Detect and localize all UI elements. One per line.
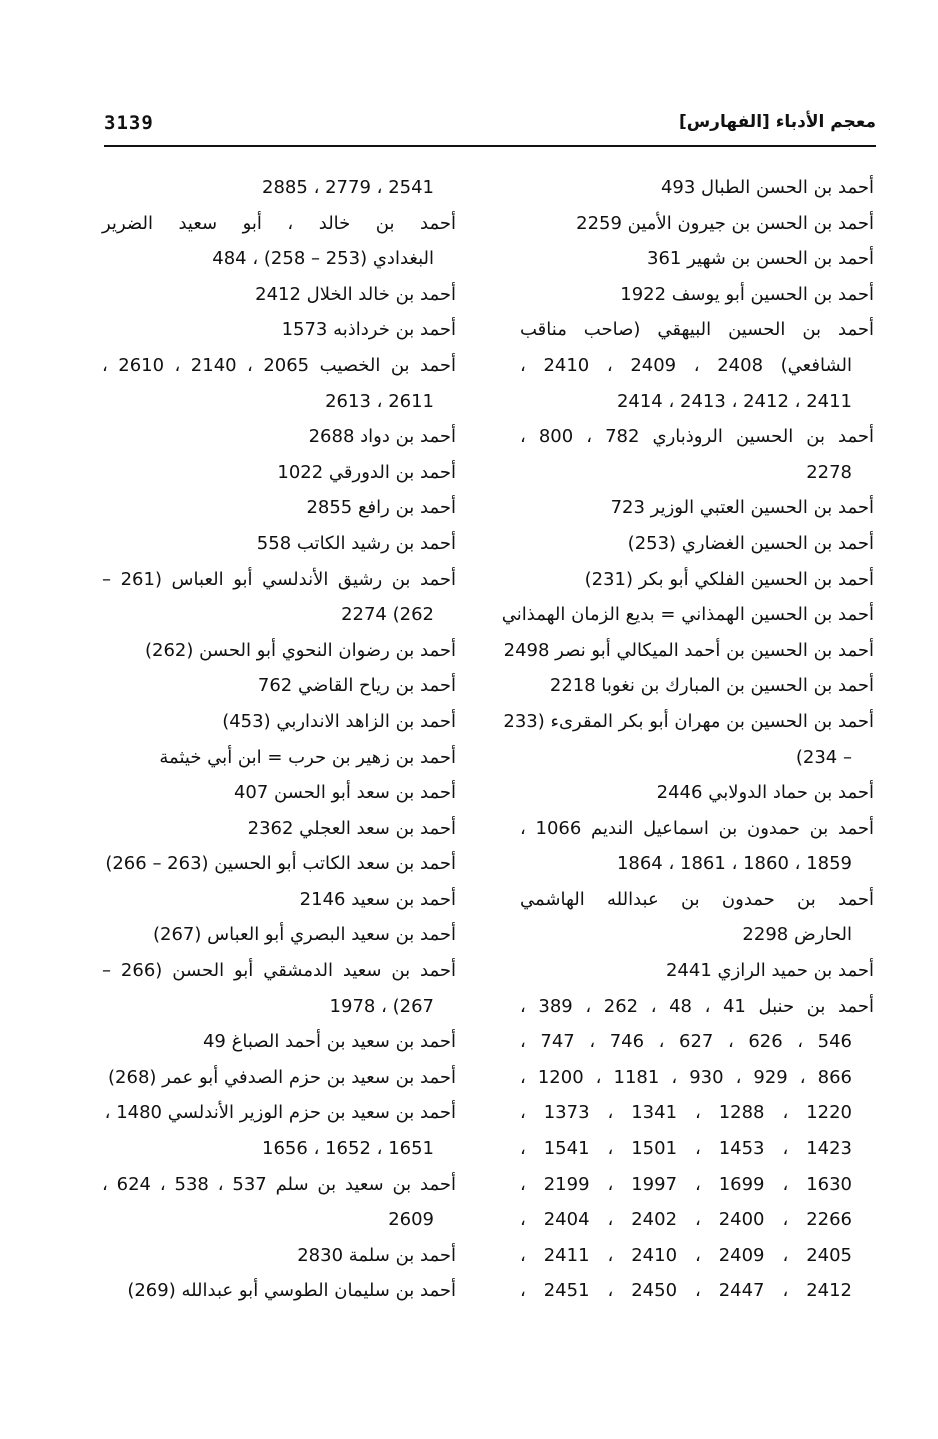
index-entry-continuation: 2609 [388,1209,434,1231]
index-entry-continuation: 1630 ، 1699 ، 1997 ، 2199 ، [520,1173,852,1195]
index-entry: أحمد بن سليمان الطوسي أبو عبدالله (269) [127,1280,456,1302]
index-entry-continuation: 2278 [806,461,852,483]
index-entry: أحمد بن حمدون بن اسماعيل النديم 1066 ، [520,817,874,839]
index-entry: أحمد بن سعيد بن أحمد الصباغ 49 [202,1031,456,1053]
index-entry: أحمد بن رافع 2855 [306,497,456,519]
index-entry: أحمد بن الحسين البيهقي (صاحب مناقب [520,319,874,341]
index-entry-continuation: 2412 ، 2447 ، 2450 ، 2451 ، [520,1280,852,1302]
index-entry: أحمد بن حمدون بن عبدالله الهاشمي [520,888,874,910]
index-entry: أحمد بن الحسين الغضاري (253) [627,532,874,554]
index-entry-continuation: 1220 ، 1288 ، 1341 ، 1373 ، [520,1102,852,1124]
index-entry: أحمد بن الحسين العتبي الوزير 723 [610,497,874,519]
index-entry-continuation: – 234) [795,746,852,768]
index-entry: أحمد بن زهير بن حرب = ابن أبي خيثمة [159,746,456,768]
index-entry-continuation: 866 ، 929 ، 930 ، 1181 ، 1200 ، [520,1066,852,1088]
index-entry: أحمد بن سعد أبو الحسن 407 [233,782,456,804]
index-entry-continuation: 546 ، 626 ، 627 ، 746 ، 747 ، [520,1031,852,1053]
running-title: معجم الأدباء [الفهارس] [678,112,876,132]
index-entry: أحمد بن سعيد 2146 [299,888,456,910]
index-entry: أحمد بن حنبل 41 ، 48 ، 262 ، 389 ، [520,995,874,1017]
index-entry: أحمد بن رضوان النحوي أبو الحسن (262) [144,639,456,661]
index-entry: أحمد بن الحسين بن أحمد الميكالي أبو نصر 2498 [503,639,874,661]
index-entry: أحمد بن سلمة 2830 [297,1244,456,1266]
index-entry: أحمد بن خرداذبه 1573 [281,319,456,341]
index-entry: أحمد بن الدورقي 1022 [277,461,456,483]
index-entry: أحمد بن رياح القاضي 762 [257,675,456,697]
index-entry-continuation: 1651 ، 1652 ، 1656 [262,1138,434,1160]
index-entry: أحمد بن الخصيب 2065 ، 2140 ، 2610 ، [102,354,456,376]
index-entry: أحمد بن الحسن بن شهير 361 [647,248,874,270]
index-entry: أحمد بن الحسين الفلكي أبو بكر (231) [584,568,874,590]
index-entry: أحمد بن سعيد بن سلم 537 ، 538 ، 624 ، [102,1173,457,1195]
index-entry-continuation: 1859 ، 1860 ، 1861 ، 1864 [616,853,852,875]
page-header [104,112,876,140]
index-entry-continuation: 2405 ، 2409 ، 2410 ، 2411 ، [520,1244,852,1266]
index-entry-continuation: 262) 2274 [341,604,434,626]
index-entry-continuation: البغدادي (253 – 258) ، 484 [212,248,434,270]
index-entry: أحمد بن خالد ، أبو سعيد الضرير [102,212,456,234]
index-entry-continuation: 1423 ، 1453 ، 1501 ، 1541 ، [520,1138,852,1160]
index-entry: أحمد بن سعيد بن حزم الصدفي أبو عمر (268) [108,1066,456,1088]
index-entry: أحمد بن حميد الرازي 2441 [665,960,874,982]
index-entry-continuation: 2611 ، 2613 [325,390,434,412]
index-entry-continuation: 267) ، 1978 [329,995,434,1017]
index-entry-continuation: 2411 ، 2412 ، 2413 ، 2414 [616,390,852,412]
header-rule [104,145,876,147]
index-column-right [501,170,875,1309]
index-entry: أحمد بن سعد العجلي 2362 [247,817,456,839]
index-entry-continuation: الحارض 2298 [742,924,852,946]
index-entry-continuation: الشافعي) 2408 ، 2409 ، 2410 ، [520,354,852,376]
index-column-left [102,170,456,1309]
index-entry: أحمد بن رشيق الأندلسي أبو العباس (261 – [102,568,456,590]
index-entry: أحمد بن الحسين بن مهران أبو بكر المقرىء (233 [503,710,874,732]
index-entry: أحمد بن حماد الدولابي 2446 [656,782,874,804]
index-entry-continuation: 2541 ، 2779 ، 2885 [262,177,434,198]
index-entry-continuation: 2266 ، 2400 ، 2402 ، 2404 ، [520,1209,852,1231]
index-entry: أحمد بن الحسين أبو يوسف 1922 [620,283,874,305]
index-entry: أحمد بن الحسن الطبال 493 [660,177,874,198]
index-entry: أحمد بن الحسين الروذباري 782 ، 800 ، [520,426,875,448]
index-entry: أحمد بن رشيد الكاتب 558 [256,532,456,554]
index-entry: أحمد بن الحسن بن جيرون الأمين 2259 [576,212,874,234]
page-number: 3139 [104,112,154,134]
index-entry: أحمد بن الزاهد الانداربي (453) [222,710,456,732]
index-entry: أحمد بن سعد الكاتب أبو الحسين (263 – 266) [105,853,456,875]
index-entry: أحمد بن الحسين بن المبارك بن نغوبا 2218 [549,675,874,697]
index-entry: أحمد بن سعيد بن حزم الوزير الأندلسي 1480 ، [104,1102,456,1124]
index-entry: أحمد بن الحسين الهمذاني = بديع الزمان الهمذاني [501,604,874,626]
index-entry: أحمد بن دواد 2688 [308,426,456,448]
index-entry: أحمد بن خالد الخلال 2412 [255,283,456,305]
index-entry: أحمد بن سعيد الدمشقي أبو الحسن (266 – [102,960,457,982]
index-entry: أحمد بن سعيد البصري أبو العباس (267) [153,924,456,946]
